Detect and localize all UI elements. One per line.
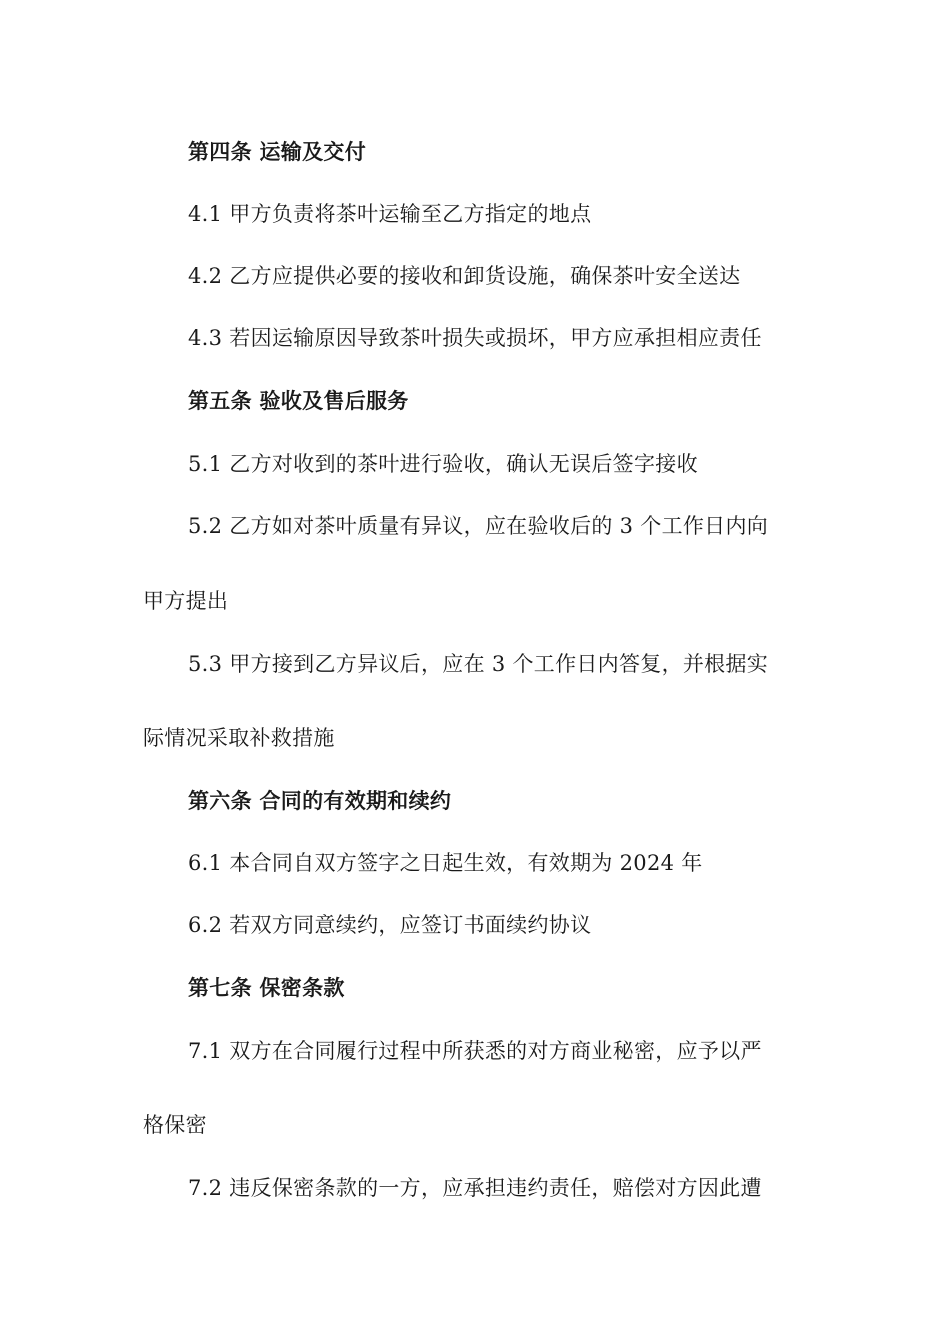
clause-5-2: 5.2 乙方如对茶叶质量有异议，应在验收后的 3 个工作日内向 <box>188 514 769 538</box>
clause-4-3: 4.3 若因运输原因导致茶叶损失或损坏，甲方应承担相应责任 <box>188 326 762 350</box>
clause-7-1-continuation: 格保密 <box>143 1113 207 1137</box>
clause-7-1: 7.1 双方在合同履行过程中所获悉的对方商业秘密，应予以严 <box>188 1039 762 1063</box>
section-heading-5: 第五条 验收及售后服务 <box>188 389 409 413</box>
clause-5-2-continuation: 甲方提出 <box>143 589 229 613</box>
section-heading-7: 第七条 保密条款 <box>188 976 345 1000</box>
section-heading-6: 第六条 合同的有效期和续约 <box>188 789 452 813</box>
clause-7-2: 7.2 违反保密条款的一方，应承担违约责任，赔偿对方因此遭 <box>188 1176 762 1200</box>
clause-5-3: 5.3 甲方接到乙方异议后，应在 3 个工作日内答复，并根据实 <box>188 652 769 676</box>
clause-5-3-continuation: 际情况采取补救措施 <box>143 726 335 750</box>
clause-4-1: 4.1 甲方负责将茶叶运输至乙方指定的地点 <box>188 202 592 226</box>
clause-6-1: 6.1 本合同自双方签字之日起生效，有效期为 2024 年 <box>188 851 703 875</box>
clause-4-2: 4.2 乙方应提供必要的接收和卸货设施，确保茶叶安全送达 <box>188 264 741 288</box>
clause-6-2: 6.2 若双方同意续约，应签订书面续约协议 <box>188 913 592 937</box>
section-heading-4: 第四条 运输及交付 <box>188 140 367 164</box>
clause-5-1: 5.1 乙方对收到的茶叶进行验收，确认无误后签字接收 <box>188 452 698 476</box>
